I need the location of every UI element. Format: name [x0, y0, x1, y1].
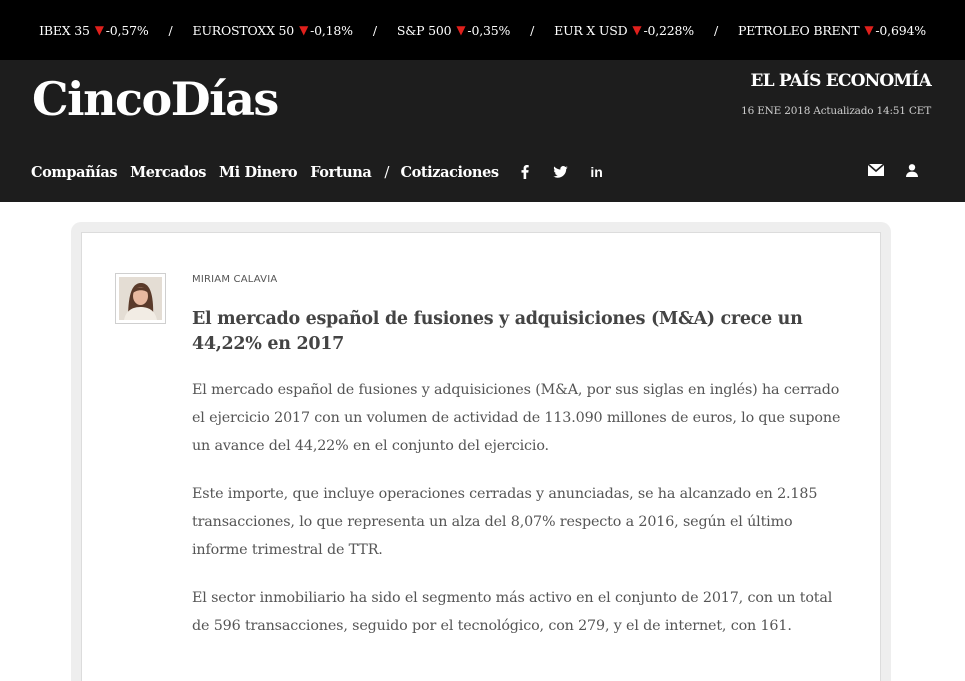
nav-item-companias[interactable]: Compañías [31, 163, 118, 181]
site-header [0, 60, 965, 202]
ticker-item[interactable] [193, 23, 353, 38]
ticker-name: IBEX 35 [39, 22, 90, 38]
ticker-name: EUROSTOXX 50 [192, 22, 295, 38]
header-actions [849, 161, 921, 179]
site-logo[interactable]: CincoDías [32, 72, 278, 126]
down-arrow-icon: ▼ [864, 23, 874, 37]
ticker-value: -0,35% [467, 22, 511, 38]
down-arrow-icon: ▼ [632, 23, 642, 37]
ticker-name: PETROLEO BRENT [737, 22, 860, 38]
down-arrow-icon: ▼ [456, 23, 466, 37]
author-avatar[interactable] [115, 273, 166, 324]
ticker-value: -0,18% [310, 22, 353, 38]
social-links [516, 163, 624, 181]
nav-item-mi-dinero[interactable]: Mi Dinero [219, 163, 298, 181]
article-card-frame [71, 222, 891, 681]
article-paragraph: El sector inmobiliario ha sido el segmento más activo en el conjunto de 2017, con un total de 596 transacciones, seguido por el tecnológico, con 279, y el de internet, con 161. [192, 590, 833, 634]
ticker-value: -0,694% [875, 22, 926, 38]
mail-icon[interactable] [867, 161, 885, 179]
ticker-item[interactable] [554, 23, 694, 38]
down-arrow-icon: ▼ [94, 23, 104, 37]
dateline: 16 ENE 2018 Actualizado 14:51 CET [741, 105, 931, 117]
facebook-icon[interactable] [516, 163, 534, 181]
author-name[interactable]: MIRIAM CALAVIA [192, 274, 278, 285]
ticker-separator: / [530, 22, 535, 38]
ticker-item[interactable] [397, 23, 510, 38]
ticker-separator: / [168, 22, 173, 38]
article-headline[interactable]: El mercado español de fusiones y adquisiciones (M&A) crece un 44,22% en 2017 [192, 309, 803, 354]
ticker-item[interactable] [39, 23, 148, 38]
nav-item-mercados[interactable]: Mercados [130, 163, 207, 181]
nav-separator: / [384, 163, 390, 181]
author-photo [119, 277, 162, 320]
article-paragraph: El mercado español de fusiones y adquisiciones (M&A, por sus siglas en inglés) ha cerrado el ejercicio 2017 con un volumen de actividad de 113.090 millones de euros, lo que supone un avance del 44,22% en el conjunto del ejercicio. [192, 382, 841, 454]
ticker-separator: / [372, 22, 377, 38]
main-nav [31, 159, 624, 185]
article-paragraph: Este importe, que incluye operaciones cerradas y anunciadas, se ha alcanzado en 2.185 transacciones, lo que representa un alza del 8,07% respecto a 2016, según el último informe trimestral de TTR. [192, 486, 818, 558]
down-arrow-icon: ▼ [299, 23, 309, 37]
nav-item-cotizaciones[interactable]: Cotizaciones [400, 163, 499, 181]
market-ticker [0, 0, 965, 60]
ticker-name: EUR X USD [554, 22, 628, 38]
ticker-name: S&P 500 [396, 22, 452, 38]
ticker-item[interactable] [738, 23, 926, 38]
ticker-separator: / [713, 22, 718, 38]
linkedin-icon[interactable] [588, 163, 606, 181]
twitter-icon[interactable] [552, 163, 570, 181]
nav-item-fortuna[interactable]: Fortuna [310, 163, 372, 181]
ticker-value: -0,57% [105, 22, 149, 38]
article-card [81, 232, 881, 681]
ticker-value: -0,228% [643, 22, 694, 38]
el-pais-economia-link[interactable]: EL PAÍS ECONOMÍA [750, 71, 931, 91]
linkedin-icon-text: in [590, 164, 603, 180]
user-icon[interactable] [903, 161, 921, 179]
